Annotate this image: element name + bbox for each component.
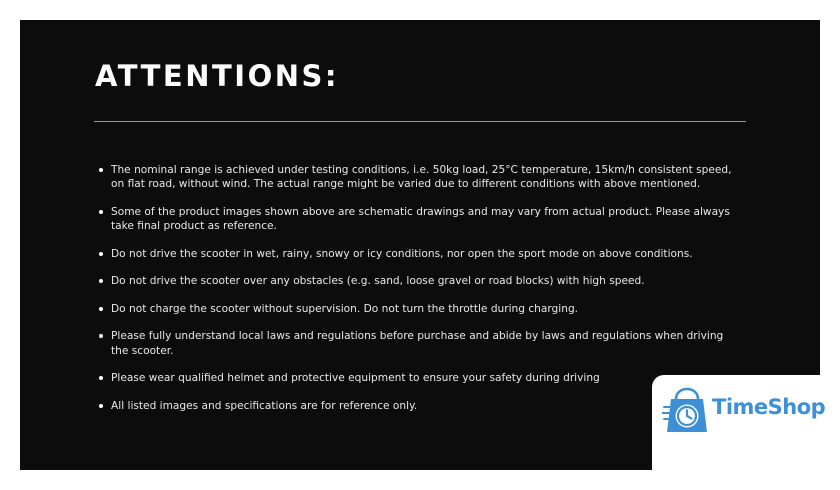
bullet-icon: [99, 334, 103, 338]
bullet-icon: [99, 307, 103, 311]
watermark-brand: TimeShop: [712, 395, 826, 419]
list-item: [94, 399, 742, 413]
list-item: [94, 329, 742, 357]
list-item-text: All listed images and specifications are for reference only.: [111, 399, 418, 412]
list-item-text: Do not charge the scooter without supervision. Do not turn the throttle during charging.: [111, 302, 579, 315]
list-item-text: Please wear qualified helmet and protective equipment to ensure your safety during driving: [111, 372, 600, 385]
bullet-icon: [99, 210, 103, 214]
list-item-text: Some of the product images shown above are schematic drawings and may vary from actual product. Please always take final product as reference.: [111, 205, 730, 232]
bullet-icon: [99, 279, 103, 283]
list-item: [94, 274, 742, 288]
timeshop-watermark: [652, 375, 840, 490]
title-divider: [94, 121, 746, 122]
bullet-icon: [99, 404, 103, 408]
bullet-icon: [99, 252, 103, 256]
list-item: [94, 247, 742, 261]
attention-list: [94, 163, 742, 426]
list-item-text: Please fully understand local laws and regulations before purchase and abide by laws and regulations when driving the scooter.: [111, 330, 724, 357]
shopping-bag-clock-icon: [662, 387, 712, 435]
list-item: [94, 205, 742, 233]
bullet-icon: [99, 168, 103, 172]
list-item-text: Do not drive the scooter in wet, rainy, snowy or icy conditions, nor open the sport mode on above conditions.: [111, 247, 693, 260]
list-item: [94, 302, 742, 316]
list-item: [94, 371, 742, 385]
page-title: ATTENTIONS:: [95, 59, 339, 93]
list-item-text: Do not drive the scooter over any obstacles (e.g. sand, loose gravel or road blocks) with high speed.: [111, 275, 645, 288]
list-item: [94, 163, 742, 191]
bullet-icon: [99, 376, 103, 380]
list-item-text: The nominal range is achieved under testing conditions, i.e. 50kg load, 25°C temperature, 15km/h consistent speed, on flat road, without wind. The actual range might be varied due to different conditions with above mentioned.: [111, 164, 732, 191]
